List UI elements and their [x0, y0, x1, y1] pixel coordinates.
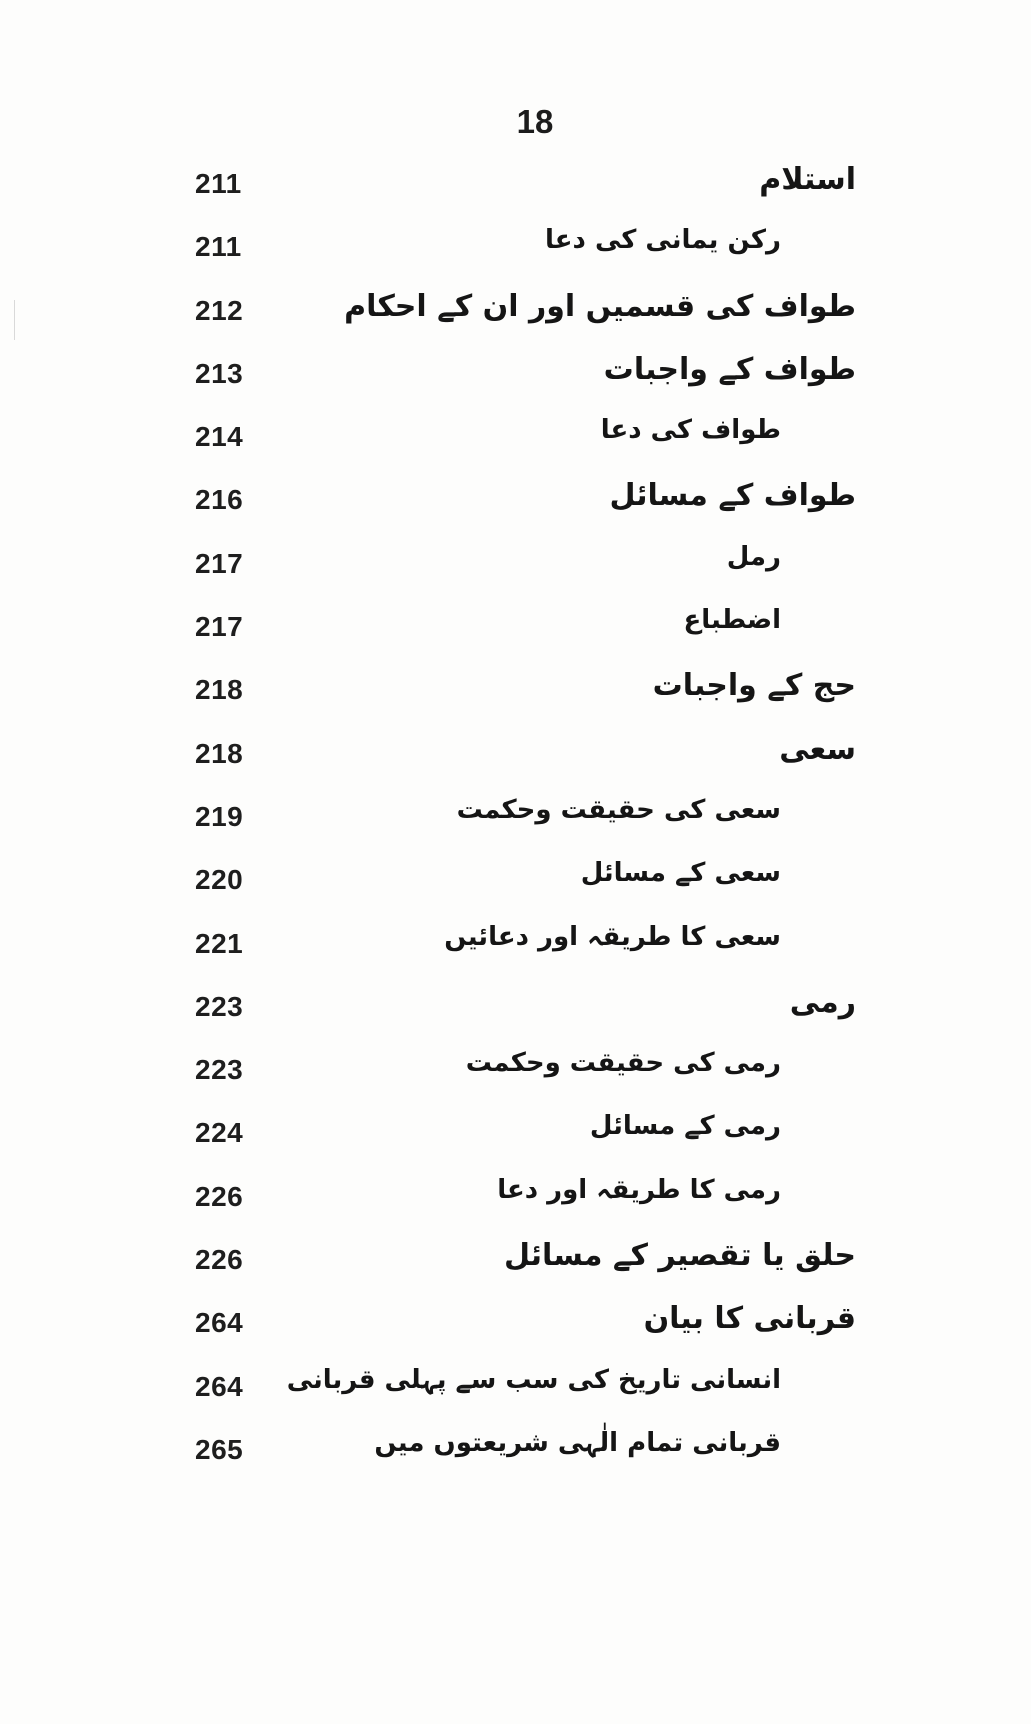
toc-entry: [0, 666, 1031, 729]
toc-entry: [0, 287, 1031, 350]
toc-entry-title: رکن یمانی کی دعا: [545, 225, 781, 256]
toc-entry-title: انسانی تاریخ کی سب سے پہلی قربانی: [286, 1364, 781, 1395]
toc-entry: [0, 1109, 1031, 1172]
toc-entry-title: رمی کے مسائل: [589, 1111, 781, 1142]
toc-entry-title: رمل: [726, 541, 781, 572]
toc-entry-title: سعی: [779, 731, 856, 767]
toc-page-number: 211: [195, 168, 242, 199]
toc-entry: [0, 540, 1031, 603]
toc-entry-title: سعی کا طریقہ اور دعائیں: [444, 921, 781, 952]
toc-page-number: 211: [195, 231, 242, 263]
toc-entry: [0, 1426, 1031, 1489]
toc-page-number: 218: [195, 737, 244, 769]
toc-entry: [0, 920, 1031, 983]
toc-entry: [0, 413, 1031, 476]
toc-entry-title: طواف کے مسائل: [609, 478, 856, 514]
toc-page-number: 214: [195, 421, 244, 453]
toc-page-number: 221: [195, 927, 244, 959]
toc-entry: [0, 793, 1031, 856]
toc-entry-title: اضطباع: [683, 605, 781, 636]
toc-page-number: 224: [195, 1117, 244, 1149]
toc-entry-title: قربانی تمام الٰہی شریعتوں میں: [374, 1427, 781, 1458]
toc-entry: [0, 1363, 1031, 1426]
toc-entry: [0, 1046, 1031, 1109]
toc-entry-title: رمی: [789, 984, 856, 1020]
toc-entry: [0, 1173, 1031, 1236]
toc-page-number: 213: [195, 357, 244, 389]
toc-entry-title: طواف کے واجبات: [603, 351, 856, 387]
toc-page-number: 223: [195, 1054, 244, 1086]
toc-entry-title: حلق یا تقصیر کے مسائل: [504, 1238, 856, 1274]
toc-entry-title: طواف کی قسمیں اور ان کے احکام: [344, 288, 856, 324]
toc-entry: [0, 983, 1031, 1046]
toc-entry-title: طواف کی دعا: [600, 415, 781, 446]
toc-entry: [0, 350, 1031, 413]
toc-entry: [0, 730, 1031, 793]
table-of-contents: [0, 160, 1031, 1489]
toc-page-number: 264: [195, 1370, 244, 1402]
toc-entry-title: رمی کا طریقہ اور دعا: [497, 1174, 781, 1205]
toc-entry: [0, 160, 1031, 223]
toc-entry-title: قربانی کا بیان: [643, 1301, 856, 1337]
toc-page-number: 226: [195, 1244, 244, 1276]
toc-page-number: 265: [195, 1433, 244, 1465]
toc-page-number: 264: [195, 1307, 244, 1339]
toc-page-number: 216: [195, 484, 244, 516]
toc-entry: [0, 1236, 1031, 1299]
toc-entry-title: حج کے واجبات: [652, 668, 856, 704]
toc-entry-title: سعی کے مسائل: [580, 858, 781, 889]
toc-page-number: 217: [195, 547, 244, 579]
toc-page-number: 220: [195, 864, 244, 896]
toc-page-number: 217: [195, 611, 244, 643]
toc-page-number: 226: [195, 1180, 244, 1212]
page-number: 18: [516, 103, 554, 140]
toc-page-number: 218: [195, 674, 244, 706]
toc-entry-title: رمی کی حقیقت وحکمت: [465, 1048, 781, 1079]
toc-entry: [0, 1299, 1031, 1362]
toc-page-number: 219: [195, 800, 244, 832]
toc-entry: [0, 603, 1031, 666]
toc-entry: [0, 223, 1031, 286]
toc-page-number: 212: [195, 294, 244, 326]
toc-entry-title: استلام: [759, 162, 856, 197]
toc-page-number: 223: [195, 990, 244, 1022]
toc-entry: [0, 856, 1031, 919]
toc-entry: [0, 476, 1031, 539]
toc-entry-title: سعی کی حقیقت وحکمت: [456, 794, 781, 825]
